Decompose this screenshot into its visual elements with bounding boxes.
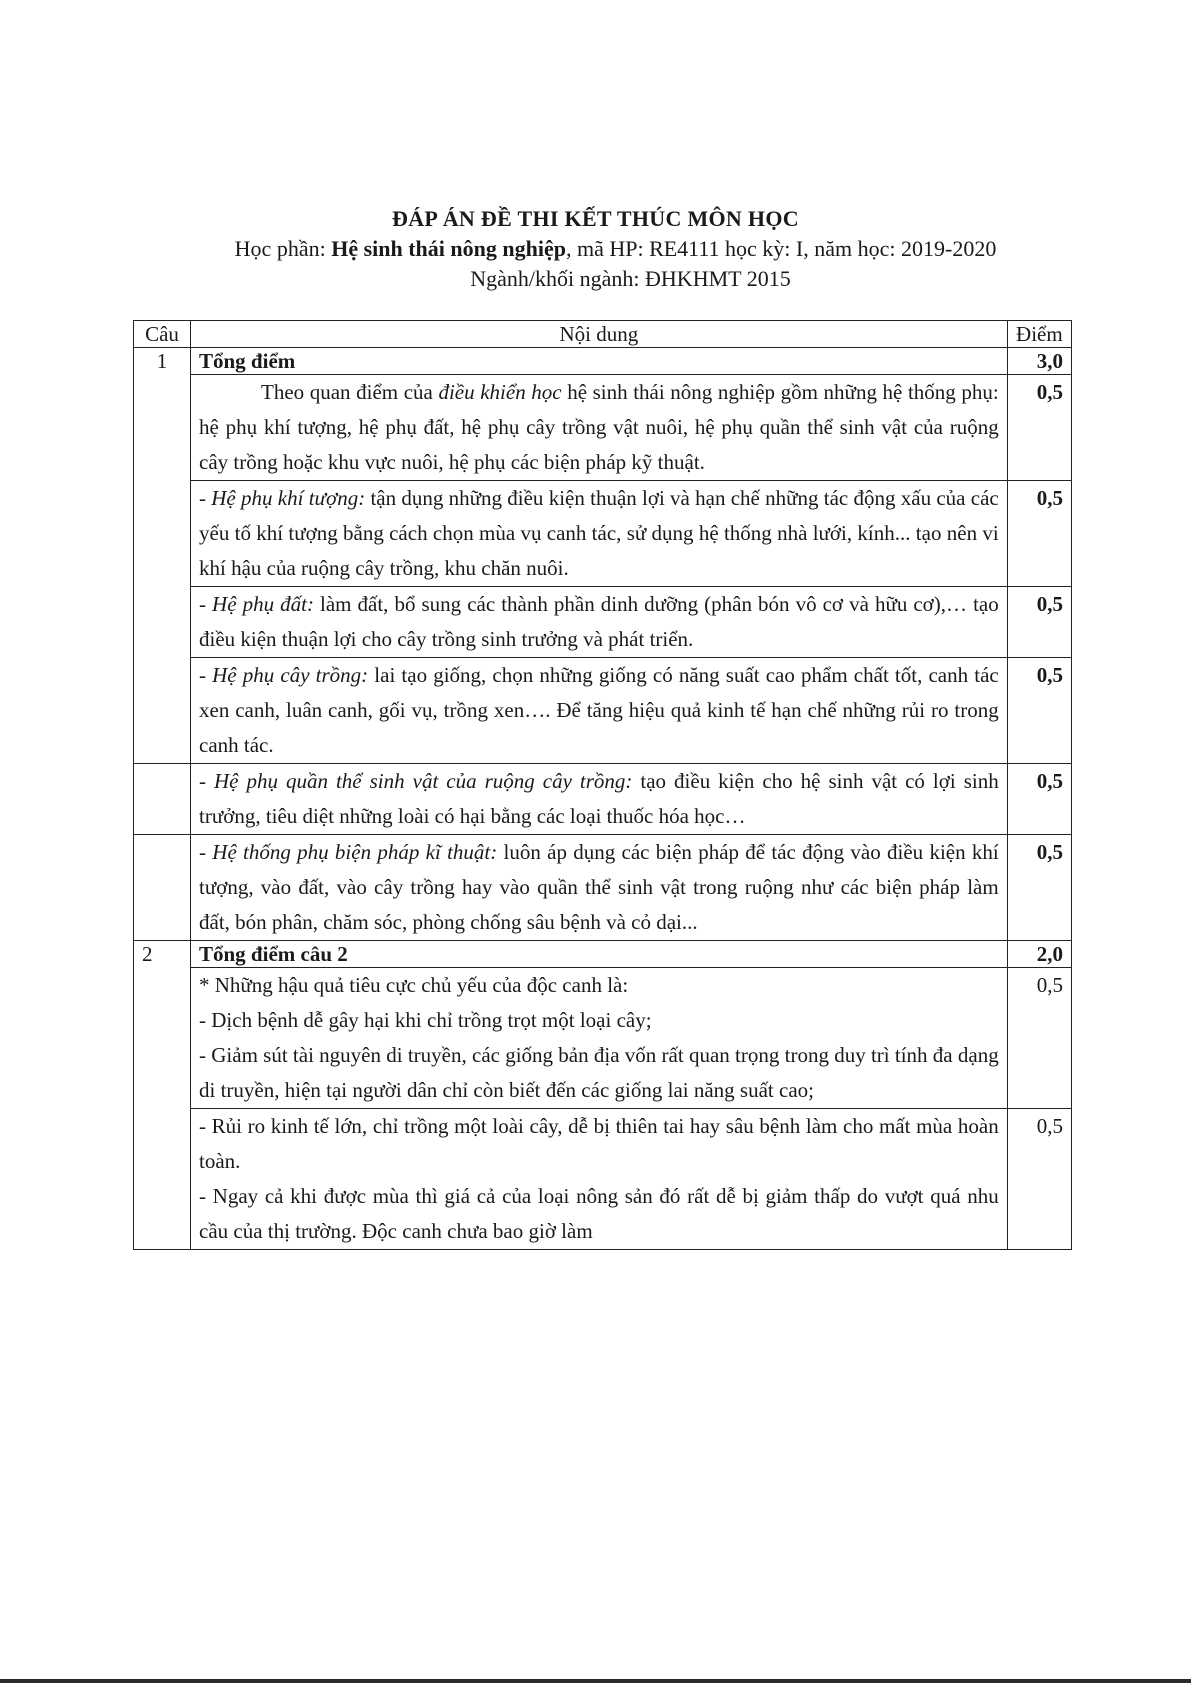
course-prefix: Học phần:	[234, 236, 332, 261]
answer-text: làm đất, bổ sung các thành phần dinh dưỡng (phân bón vô cơ và hữu cơ),… tạo điều kiện thuận lợi cho cây trồng sinh trưởng và phát triển.	[199, 592, 999, 651]
answer-lead: -	[199, 840, 213, 864]
question-number: 2	[134, 941, 191, 968]
table-row	[134, 375, 1072, 481]
answer-content	[191, 587, 1008, 658]
table-row	[134, 481, 1072, 587]
answer-points: 0,5	[1007, 587, 1071, 658]
answer-table	[133, 320, 1072, 1250]
table-row	[134, 941, 1072, 968]
answer-lead: Theo quan điểm của	[261, 380, 439, 404]
answer-term: Hệ phụ cây trồng:	[212, 663, 369, 687]
total-points: 3,0	[1007, 348, 1071, 375]
course-suffix: , mã HP: RE4111 học kỳ: I, năm học: 2019-2020	[565, 236, 997, 261]
question-cell	[134, 658, 191, 764]
table-row	[134, 348, 1072, 375]
answer-text: lai tạo giống, chọn những giống có năng suất cao phẩm chất tốt, canh tác xen canh, luân canh, gối vụ, trồng xen…. Để tăng hiệu quả kinh tế hạn chế những rủi ro trong canh tác.	[199, 663, 999, 757]
answer-line: - Dịch bệnh dễ gây hại khi chỉ trồng trọt một loại cây;	[199, 1008, 652, 1032]
table-row	[134, 968, 1072, 1109]
answer-content	[191, 481, 1008, 587]
table-row	[134, 587, 1072, 658]
question-cell	[134, 764, 191, 835]
question-cell	[134, 375, 191, 481]
question-cell	[134, 968, 191, 1109]
course-line	[40, 234, 1191, 264]
total-points: 2,0	[1007, 941, 1071, 968]
answer-content	[191, 658, 1008, 764]
answer-line: - Rủi ro kinh tế lớn, chỉ trồng một loài cây, dễ bị thiên tai hay sâu bệnh làm cho mất mùa hoàn toàn.	[199, 1114, 999, 1173]
header-points: Điểm	[1007, 321, 1071, 348]
answer-points: 0,5	[1007, 658, 1071, 764]
answer-text: tạo điều kiện cho hệ sinh vật có lợi sinh trưởng, tiêu diệt những loài có hại bằng các loại thuốc hóa học…	[199, 769, 999, 828]
answer-line: - Ngay cả khi được mùa thì giá cả của loại nông sản đó rất dễ bị giảm thấp do vượt quá nhu cầu của thị trường. Độc canh chưa bao giờ làm	[199, 1184, 999, 1243]
table-row	[134, 1109, 1072, 1250]
answer-content	[191, 968, 1008, 1109]
question-number: 1	[134, 348, 191, 375]
question-cell	[134, 835, 191, 941]
answer-term: Hệ thống phụ biện pháp kĩ thuật:	[212, 840, 498, 864]
answer-line: - Giảm sút tài nguyên di truyền, các giống bản địa vốn rất quan trọng trong duy trì tính đa dạng di truyền, hiện tại người dân chỉ còn biết đến các giống lai năng suất cao;	[199, 1043, 999, 1102]
question-cell	[134, 1109, 191, 1250]
page-bottom-edge	[0, 1679, 1191, 1683]
answer-term: điều khiển học	[438, 380, 562, 404]
question-cell	[134, 587, 191, 658]
major-line: Ngành/khối ngành: ĐHKHMT 2015	[470, 266, 791, 291]
answer-content	[191, 1109, 1008, 1250]
header-question: Câu	[134, 321, 191, 348]
total-label: Tổng điểm	[191, 348, 1008, 375]
answer-content	[191, 375, 1008, 481]
table-header-row	[134, 321, 1072, 348]
document-title: ĐÁP ÁN ĐỀ THI KẾT THÚC MÔN HỌC	[392, 206, 799, 231]
answer-lead: -	[199, 486, 212, 510]
question-cell	[134, 481, 191, 587]
answer-points: 0,5	[1007, 764, 1071, 835]
answer-text: tận dụng những điều kiện thuận lợi và hạn chế những tác động xấu của các yếu tố khí tượng bằng cách chọn mùa vụ canh tác, sử dụng hệ thống nhà lưới, kính... tạo nên vi khí hậu của ruộng cây trồng, khu chăn nuôi.	[199, 486, 999, 580]
course-name: Hệ sinh thái nông nghiệp	[331, 236, 566, 261]
document-header	[0, 204, 1191, 294]
answer-text: hệ sinh thái nông nghiệp gồm những hệ thống phụ: hệ phụ khí tượng, hệ phụ đất, hệ phụ cây trồng vật nuôi, hệ phụ quần thể sinh vật của ruộng cây trồng hoặc khu vực nuôi, hệ phụ các biện pháp kỹ thuật.	[199, 380, 999, 474]
answer-points: 0,5	[1007, 375, 1071, 481]
answer-text: luôn áp dụng các biện pháp để tác động vào điều kiện khí tượng, vào đất, vào cây trồng hay vào quần thể sinh vật trong ruộng như các biện pháp làm đất, bón phân, chăm sóc, phòng chống sâu bệnh và cỏ dại...	[199, 840, 999, 934]
answer-points: 0,5	[1007, 968, 1071, 1109]
answer-content	[191, 835, 1008, 941]
table-row	[134, 835, 1072, 941]
answer-lead: -	[199, 663, 213, 687]
answer-term: Hệ phụ khí tượng:	[211, 486, 366, 510]
answer-term: Hệ phụ đất:	[212, 592, 314, 616]
answer-lead: -	[199, 769, 214, 793]
answer-lead: -	[199, 592, 213, 616]
answer-content	[191, 764, 1008, 835]
answer-points: 0,5	[1007, 1109, 1071, 1250]
answer-term: Hệ phụ quần thể sinh vật của ruộng cây trồng:	[214, 769, 633, 793]
answer-points: 0,5	[1007, 481, 1071, 587]
table-row	[134, 658, 1072, 764]
answer-points: 0,5	[1007, 835, 1071, 941]
header-content: Nội dung	[191, 321, 1008, 348]
total-label: Tổng điểm câu 2	[191, 941, 1008, 968]
table-row	[134, 764, 1072, 835]
answer-line: * Những hậu quả tiêu cực chủ yếu của độc canh là:	[199, 973, 629, 997]
